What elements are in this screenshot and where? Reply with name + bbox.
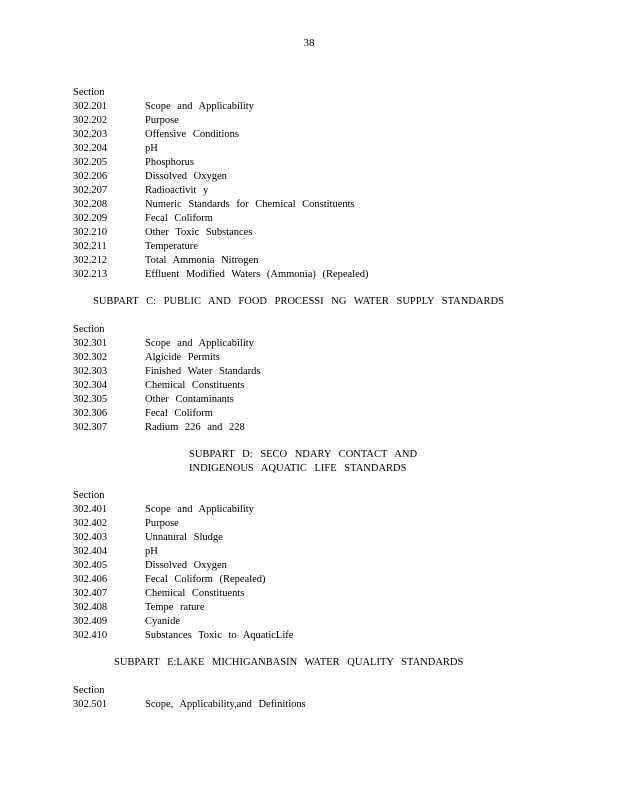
rows xyxy=(73,503,593,643)
section-column-label: Section xyxy=(73,324,105,335)
section-number: 302.202 xyxy=(73,115,108,126)
subpart-d-heading-line1: SUBPART D: SECO NDARY CONTACT AND xyxy=(189,449,418,460)
section-title: Other Contaminants xyxy=(145,394,234,405)
section-title: Cyanide xyxy=(145,616,180,627)
section-row xyxy=(73,156,593,170)
section-title: Scope and Applicability xyxy=(145,504,254,515)
section-title: Radioactivit y xyxy=(145,185,209,196)
section-list-subpart-e xyxy=(73,684,593,712)
section-number: 302.410 xyxy=(73,630,108,641)
section-row xyxy=(73,421,593,435)
subpart-e-heading: SUBPART E:LAKE MICHIGANBASIN WATER QUALITY STANDARDS xyxy=(114,657,464,668)
section-row xyxy=(73,407,593,421)
section-column-label: Section xyxy=(73,490,105,501)
section-row xyxy=(73,226,593,240)
section-number: 302.208 xyxy=(73,199,108,210)
section-row xyxy=(73,240,593,254)
section-row xyxy=(73,212,593,226)
section-title: Numeric Standards for Chemical Constituents xyxy=(145,199,355,210)
rows xyxy=(73,337,593,435)
section-title: Fecal Coliform xyxy=(145,213,213,224)
section-title: Fecal Coliform (Repealed) xyxy=(145,574,266,585)
section-row xyxy=(73,379,593,393)
section-title: Offensive Conditions xyxy=(145,129,239,140)
section-number: 302.303 xyxy=(73,366,108,377)
section-number: 302.204 xyxy=(73,143,108,154)
section-row xyxy=(73,629,593,643)
section-number: 302.408 xyxy=(73,602,108,613)
section-row xyxy=(73,254,593,268)
section-title: Total Ammonia Nitrogen xyxy=(145,255,259,266)
section-title: pH xyxy=(145,143,158,154)
section-number: 302.302 xyxy=(73,352,108,363)
section-row xyxy=(73,698,593,712)
section-number: 302.211 xyxy=(73,241,107,252)
section-title: Effluent Modified Waters (Ammonia) (Repealed) xyxy=(145,269,369,280)
section-number: 302.501 xyxy=(73,699,108,710)
section-title: Chemical Constituents xyxy=(145,588,245,599)
section-title: Substances Toxic to AquaticLife xyxy=(145,630,294,641)
section-list-subpart-c xyxy=(73,323,593,435)
section-column-label: Section xyxy=(73,685,105,696)
section-title: Fecal Coliform xyxy=(145,408,213,419)
section-title: pH xyxy=(145,546,158,557)
section-number: 302.405 xyxy=(73,560,108,571)
section-title: Tempe rature xyxy=(145,602,205,613)
section-number: 302.212 xyxy=(73,255,108,266)
section-row xyxy=(73,517,593,531)
section-title: Other Toxic Substances xyxy=(145,227,253,238)
section-number: 302.203 xyxy=(73,129,108,140)
rows xyxy=(73,100,593,282)
section-title: Chemical Constituents xyxy=(145,380,245,391)
section-title: Scope and Applicability xyxy=(145,338,254,349)
section-number: 302.404 xyxy=(73,546,108,557)
page-number: 38 xyxy=(303,37,315,49)
section-row xyxy=(73,587,593,601)
section-title: Radium 226 and 228 xyxy=(145,422,245,433)
section-row xyxy=(73,365,593,379)
section-number: 302.402 xyxy=(73,518,108,529)
section-title: Finished Water Standards xyxy=(145,366,261,377)
section-row xyxy=(73,559,593,573)
section-row xyxy=(73,601,593,615)
section-row xyxy=(73,573,593,587)
section-row xyxy=(73,337,593,351)
section-row xyxy=(73,170,593,184)
section-title: Scope and Applicability xyxy=(145,101,254,112)
section-title: Dissolved Oxygen xyxy=(145,171,227,182)
section-title: Dissolved Oxygen xyxy=(145,560,227,571)
section-number: 302.403 xyxy=(73,532,108,543)
section-number: 302.307 xyxy=(73,422,108,433)
section-title: Scope, Applicability,and Definitions xyxy=(145,699,306,710)
section-row xyxy=(73,351,593,365)
section-title: Unnatural Sludge xyxy=(145,532,223,543)
section-column-label: Section xyxy=(73,87,105,98)
section-number: 302.201 xyxy=(73,101,108,112)
section-row xyxy=(73,268,593,282)
section-list-subpart-d xyxy=(73,489,593,643)
section-row xyxy=(73,531,593,545)
section-row xyxy=(73,393,593,407)
section-number: 302.213 xyxy=(73,269,108,280)
section-title: Algicide Permits xyxy=(145,352,220,363)
section-row xyxy=(73,128,593,142)
section-number: 302.206 xyxy=(73,171,108,182)
section-number: 302.409 xyxy=(73,616,108,627)
section-row xyxy=(73,615,593,629)
section-title: Purpose xyxy=(145,518,179,529)
subpart-d-heading-line2: INDIGENOUS AQUATIC LIFE STANDARDS xyxy=(189,463,407,474)
section-number: 302.305 xyxy=(73,394,108,405)
section-list-subpart-b xyxy=(73,86,593,282)
section-number: 302.407 xyxy=(73,588,108,599)
section-number: 302.207 xyxy=(73,185,108,196)
section-row xyxy=(73,114,593,128)
section-row xyxy=(73,184,593,198)
section-row xyxy=(73,100,593,114)
section-number: 302.401 xyxy=(73,504,108,515)
section-row xyxy=(73,198,593,212)
section-number: 302.406 xyxy=(73,574,108,585)
section-number: 302.304 xyxy=(73,380,108,391)
section-number: 302.210 xyxy=(73,227,108,238)
section-title: Temperature xyxy=(145,241,198,252)
section-title: Phosphorus xyxy=(145,157,195,168)
section-row xyxy=(73,503,593,517)
rows xyxy=(73,698,593,712)
section-row xyxy=(73,142,593,156)
section-number: 302.209 xyxy=(73,213,108,224)
subpart-c-heading: SUBPART C: PUBLIC AND FOOD PROCESSI NG WATER SUPPLY STANDARDS xyxy=(93,296,504,307)
section-number: 302.205 xyxy=(73,157,108,168)
section-row xyxy=(73,545,593,559)
section-title: Purpose xyxy=(145,115,179,126)
section-number: 302.306 xyxy=(73,408,108,419)
section-number: 302.301 xyxy=(73,338,108,349)
